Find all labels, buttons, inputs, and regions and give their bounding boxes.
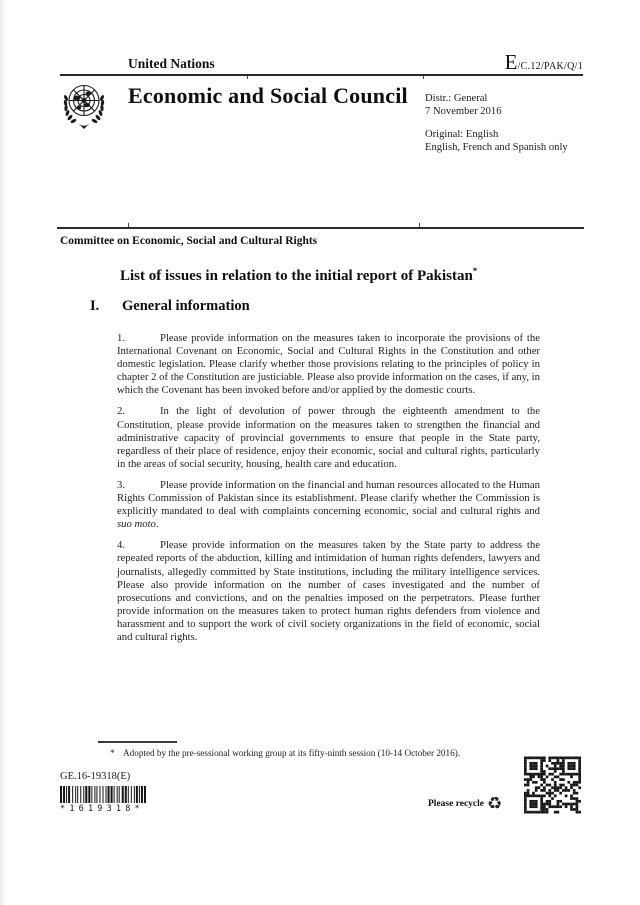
footnote-marker: * [110,748,115,758]
date-line: 7 November 2016 [425,106,502,117]
rule-tick [247,76,248,79]
rule-tick [419,223,420,227]
barcode-text: *1619318* [60,804,144,814]
doc-symbol-prefix: E [504,50,518,74]
footnote-separator [98,741,177,743]
paragraph-text: Please provide information on the measures taken by the State party to address the repeated reports of the abduction, killing and intimidation of human rights defenders, lawyers and journalists, allegedly committed by State institutions, including the military intelligence services. Please also provide information on the number of cases investigated and the number of prosecutions and convictions, and on the penalties imposed on the perpetrators. Please further provide information on the measures taken to protect human rights defenders from violence and harassment and to support the work of civil society organizations in the field of economic, social and cultural rights. [117,539,540,643]
barcode-icon [60,786,146,803]
paragraph-number: 2. [117,405,126,418]
scan-edge-shadow [0,0,6,905]
original-language-line: Original: English [425,129,499,140]
paragraph-text: Please provide information on the measures taken to incorporate the provisions of the International Covenant on Economic, Social and Cultural Rights in the Constitution and other domestic legislation. Please clarify whether those provisions relating to the principles of policy in chapter 2 of the Constitution are justiciable. Please also provide information on the cases, if any, in which the Covenant has been invoked before and/or applied by the domestic courts. [117,332,540,397]
ge-number: GE.16-19318(E) [60,771,131,782]
document-title-text: List of issues in relation to the initial report of Pakistan [120,268,473,284]
un-emblem-icon [60,80,108,134]
paragraph [117,479,540,531]
paragraph-number: 3. [117,478,126,491]
rule-tick [128,223,129,227]
section-numeral: I. [90,298,100,314]
paragraph-text: In the light of devolution of power through the eighteenth amendment to the Constitution, please provide information on the measures taken to strengthen the financial and administrative capacity of provincial governments to ensure that people in the State party, regardless of their place of residence, enjoy their economic, social and cultural rights, particularly in the areas of social security, housing, health care and education. [117,405,540,470]
document-title [120,266,477,285]
doc-symbol [505,50,583,75]
section-heading-text: General information [122,298,250,314]
footnote [110,748,460,758]
barcode [60,786,146,814]
org-name: United Nations [128,56,215,71]
section-heading [90,298,250,315]
header-rule [60,74,583,76]
doc-info-block [425,92,568,154]
paragraph-number: 4. [117,539,126,552]
committee-title: Committee on Economic, Social and Cultural Rights [60,235,318,247]
section-rule [57,227,584,229]
paragraph-text: Please provide information on the financial and human resources allocated to the Human Rights Commission of Pakistan since its establishment. Please clarify whether the Commission is explicitly mandated to deal with complaints concerning economic, social and cultural rights and [117,478,540,518]
paragraph [117,332,540,397]
paragraph-number: 1. [117,332,126,344]
paragraph-text: . [155,518,159,531]
paragraph [117,539,540,644]
footnote-text: Adopted by the pre-sessional working group at its fifty-ninth session (10-14 October 2016). [123,748,461,758]
paragraph-italic-text: suo moto [117,518,156,531]
recycle-icon: ♻ [487,794,503,814]
paragraph [117,405,540,470]
footnote-marker-ref: * [472,266,478,276]
recycle-label: Please recycle [428,799,484,809]
recycle-note [428,794,502,814]
spacer [425,118,568,128]
languages-line: English, French and Spanish only [425,142,568,153]
body-content [117,332,540,652]
rule-tick [423,76,424,79]
doc-symbol-suffix: /C.12/PAK/Q/1 [517,61,583,72]
council-title: Economic and Social Council [128,83,408,108]
distr-line: Distr.: General [425,93,488,104]
qr-code-icon [524,756,581,814]
